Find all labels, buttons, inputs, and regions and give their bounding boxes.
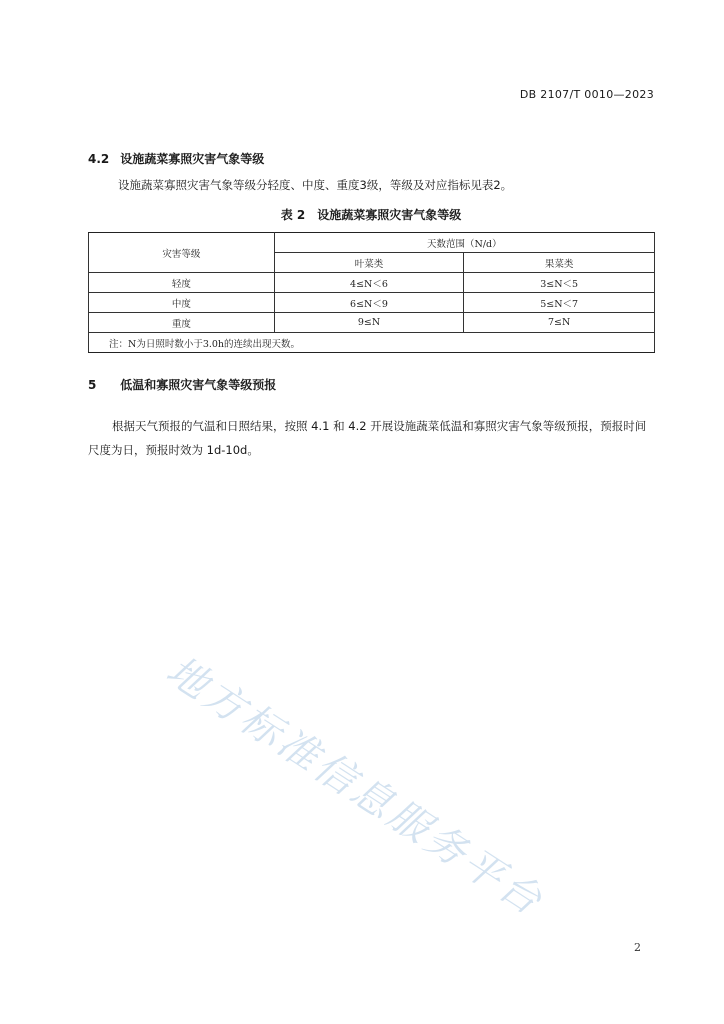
row-leaf-range: 6≤N＜9 <box>274 293 464 313</box>
header-leafy-vegetables: 叶菜类 <box>274 253 464 273</box>
header-day-range: 天数范围（N/d） <box>274 233 654 253</box>
row-leaf-range: 9≤N <box>274 313 464 333</box>
page-number: 2 <box>634 941 641 954</box>
row-level: 重度 <box>89 313 275 333</box>
row-leaf-range: 4≤N＜6 <box>274 273 464 293</box>
table-row <box>89 313 655 333</box>
section-number: 5 <box>88 378 97 392</box>
section-number: 4.2 <box>88 152 110 166</box>
row-fruit-range: 5≤N＜7 <box>464 293 655 313</box>
table-number: 表 2 <box>280 208 306 222</box>
disaster-grade-table <box>88 232 655 353</box>
header-fruit-vegetables: 果菜类 <box>464 253 655 273</box>
row-fruit-range: 3≤N＜5 <box>464 273 655 293</box>
table-caption <box>88 206 654 223</box>
row-fruit-range: 7≤N <box>464 313 655 333</box>
table-title: 设施蔬菜寡照灾害气象等级 <box>317 208 462 222</box>
section-5-heading <box>88 376 276 393</box>
section-title: 设施蔬菜寡照灾害气象等级 <box>120 152 265 166</box>
table-row <box>89 293 655 313</box>
section-5-paragraph: 根据天气预报的气温和日照结果，按照 4.1 和 4.2 开展设施蔬菜低温和寡照灾害气象等级预报，预报时间尺度为日，预报时效为 1d-10d。 <box>88 419 647 457</box>
section-4-2-paragraph: 设施蔬菜寡照灾害气象等级分轻度、中度、重度3级，等级及对应指标见表2。 <box>118 178 513 192</box>
document-id-header: DB 2107/T 0010—2023 <box>519 88 654 101</box>
header-disaster-level: 灾害等级 <box>89 233 275 273</box>
watermark: 地方标准信息服务平台 <box>158 647 553 926</box>
table-note: 注：N为日照时数小于3.0h的连续出现天数。 <box>89 333 655 353</box>
row-level: 中度 <box>89 293 275 313</box>
row-level: 轻度 <box>89 273 275 293</box>
table-row <box>89 273 655 293</box>
section-title: 低温和寡照灾害气象等级预报 <box>120 378 277 392</box>
section-4-2-heading <box>88 150 264 167</box>
